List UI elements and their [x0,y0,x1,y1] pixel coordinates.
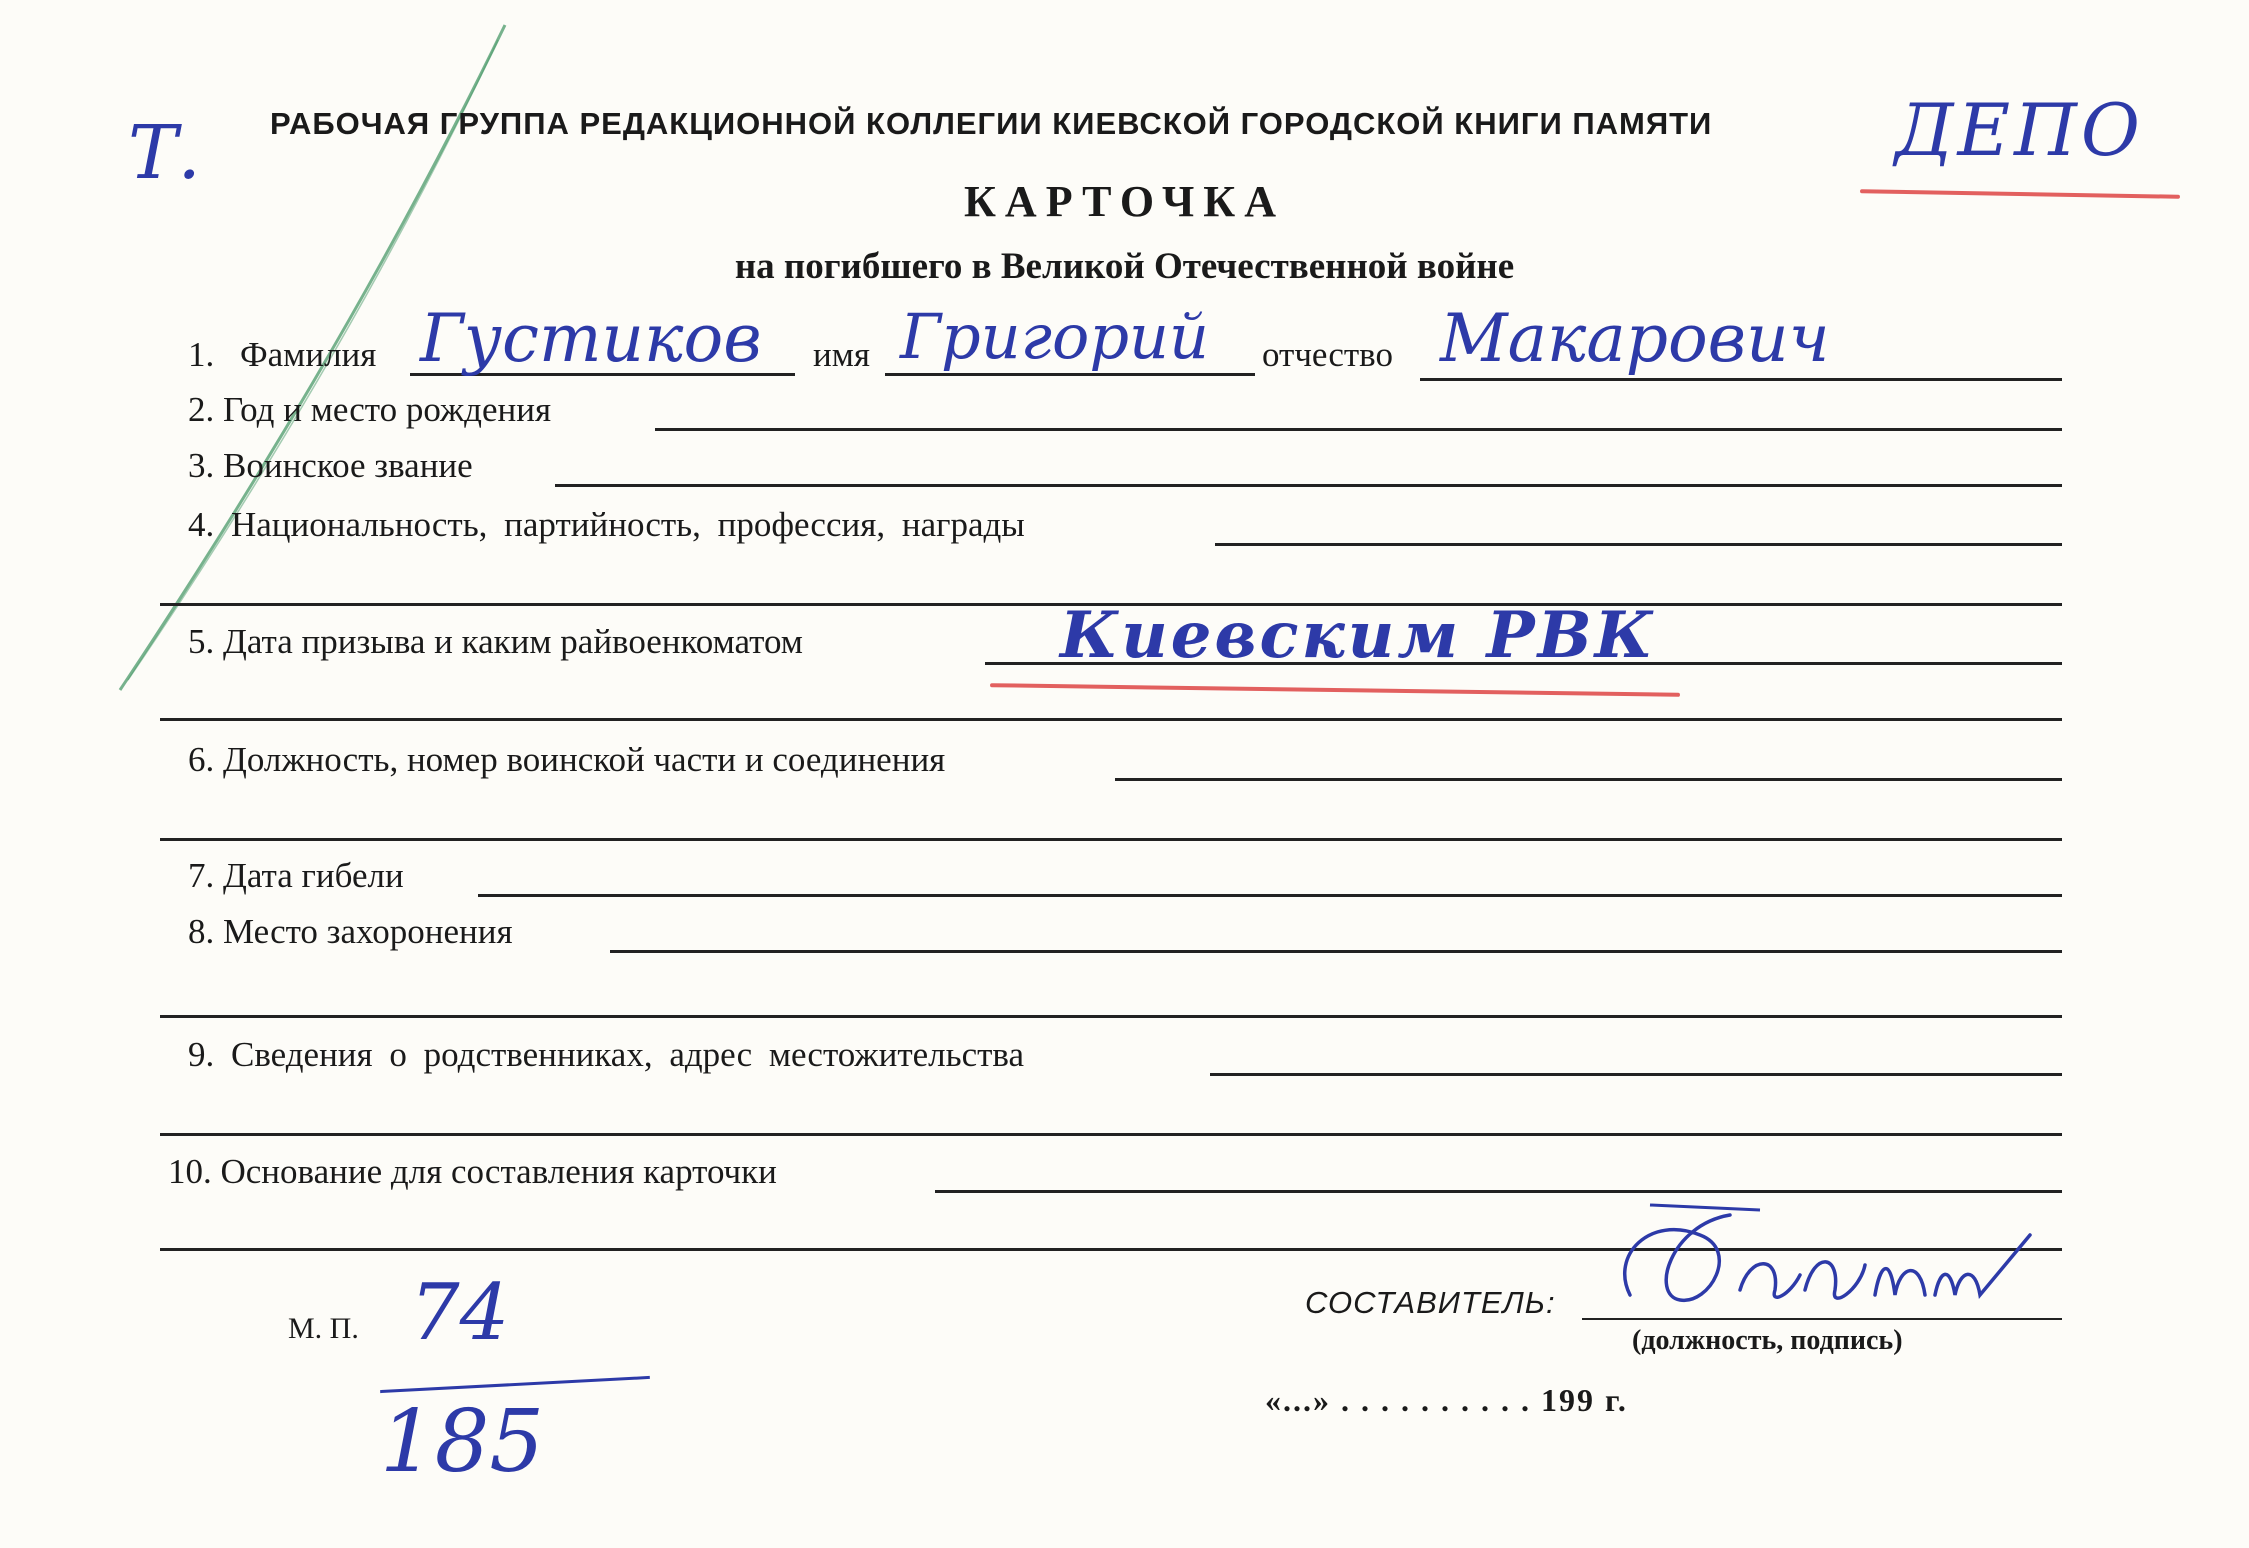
card-subtitle: на погибшего в Великой Отечественной войне [734,246,1515,287]
mp-number-top: 74 [410,1268,510,1358]
birth-label: 2. Год и место рождения [188,390,552,429]
conscription-value: Киевским РВК [1060,598,1656,673]
death-date-line [478,894,2062,897]
name-label: имя [813,335,870,374]
rank-line [555,484,2062,487]
position-line-2 [160,838,2062,841]
corner-mark-text: Т. [128,110,201,196]
conscription-line-2 [160,718,2062,721]
name-value: Григорий [900,300,1209,373]
relatives-label: 9. Сведения о родственниках, адрес местожительства [188,1035,1025,1074]
nationality-label: 4. Национальность, партийность, профессия, награды [188,505,1025,544]
patronymic-label: отчество [1262,335,1393,374]
field-1-number: 1. [188,335,215,374]
mp-number-bottom: 185 [380,1392,545,1492]
relatives-line-2 [160,1133,2062,1136]
compiler-label: СОСТАВИТЕЛЬ: [1305,1285,1556,1320]
mp-label: М. П. [288,1312,359,1345]
header-note-text: ДЕПО [1895,88,2144,172]
basis-label: 10. Основание для составления карточки [168,1152,777,1191]
conscription-label: 5. Дата призыва и каким райвоенкоматом [188,622,803,661]
relatives-line [1210,1073,2062,1076]
death-date-label: 7. Дата гибели [188,856,404,895]
patronymic-line [1420,378,2062,381]
burial-line [610,950,2062,953]
basis-line [935,1190,2062,1193]
burial-line-2 [160,1015,2062,1018]
name-line [885,373,1255,376]
card-title: КАРТОЧКА [964,177,1285,226]
date-line: «...» . . . . . . . . . . 199 г. [1265,1382,1628,1418]
birth-line [655,428,2062,431]
burial-label: 8. Место захоронения [188,912,513,951]
compiler-signature [1590,1195,2070,1335]
surname-value: Густиков [420,300,762,377]
position-line [1115,778,2062,781]
rank-label: 3. Воинское звание [188,446,473,485]
position-label: 6. Должность, номер воинской части и соединения [188,740,946,779]
nationality-line [1215,543,2062,546]
surname-label: Фамилия [240,335,377,374]
header-text: РАБОЧАЯ ГРУППА РЕДАКЦИОННОЙ КОЛЛЕГИИ КИЕВСКОЙ ГОРОДСКОЙ КНИГИ ПАМЯТИ [270,106,1713,141]
compiler-caption: (должность, подпись) [1632,1325,1903,1356]
patronymic-value: Макарович [1440,300,1830,377]
